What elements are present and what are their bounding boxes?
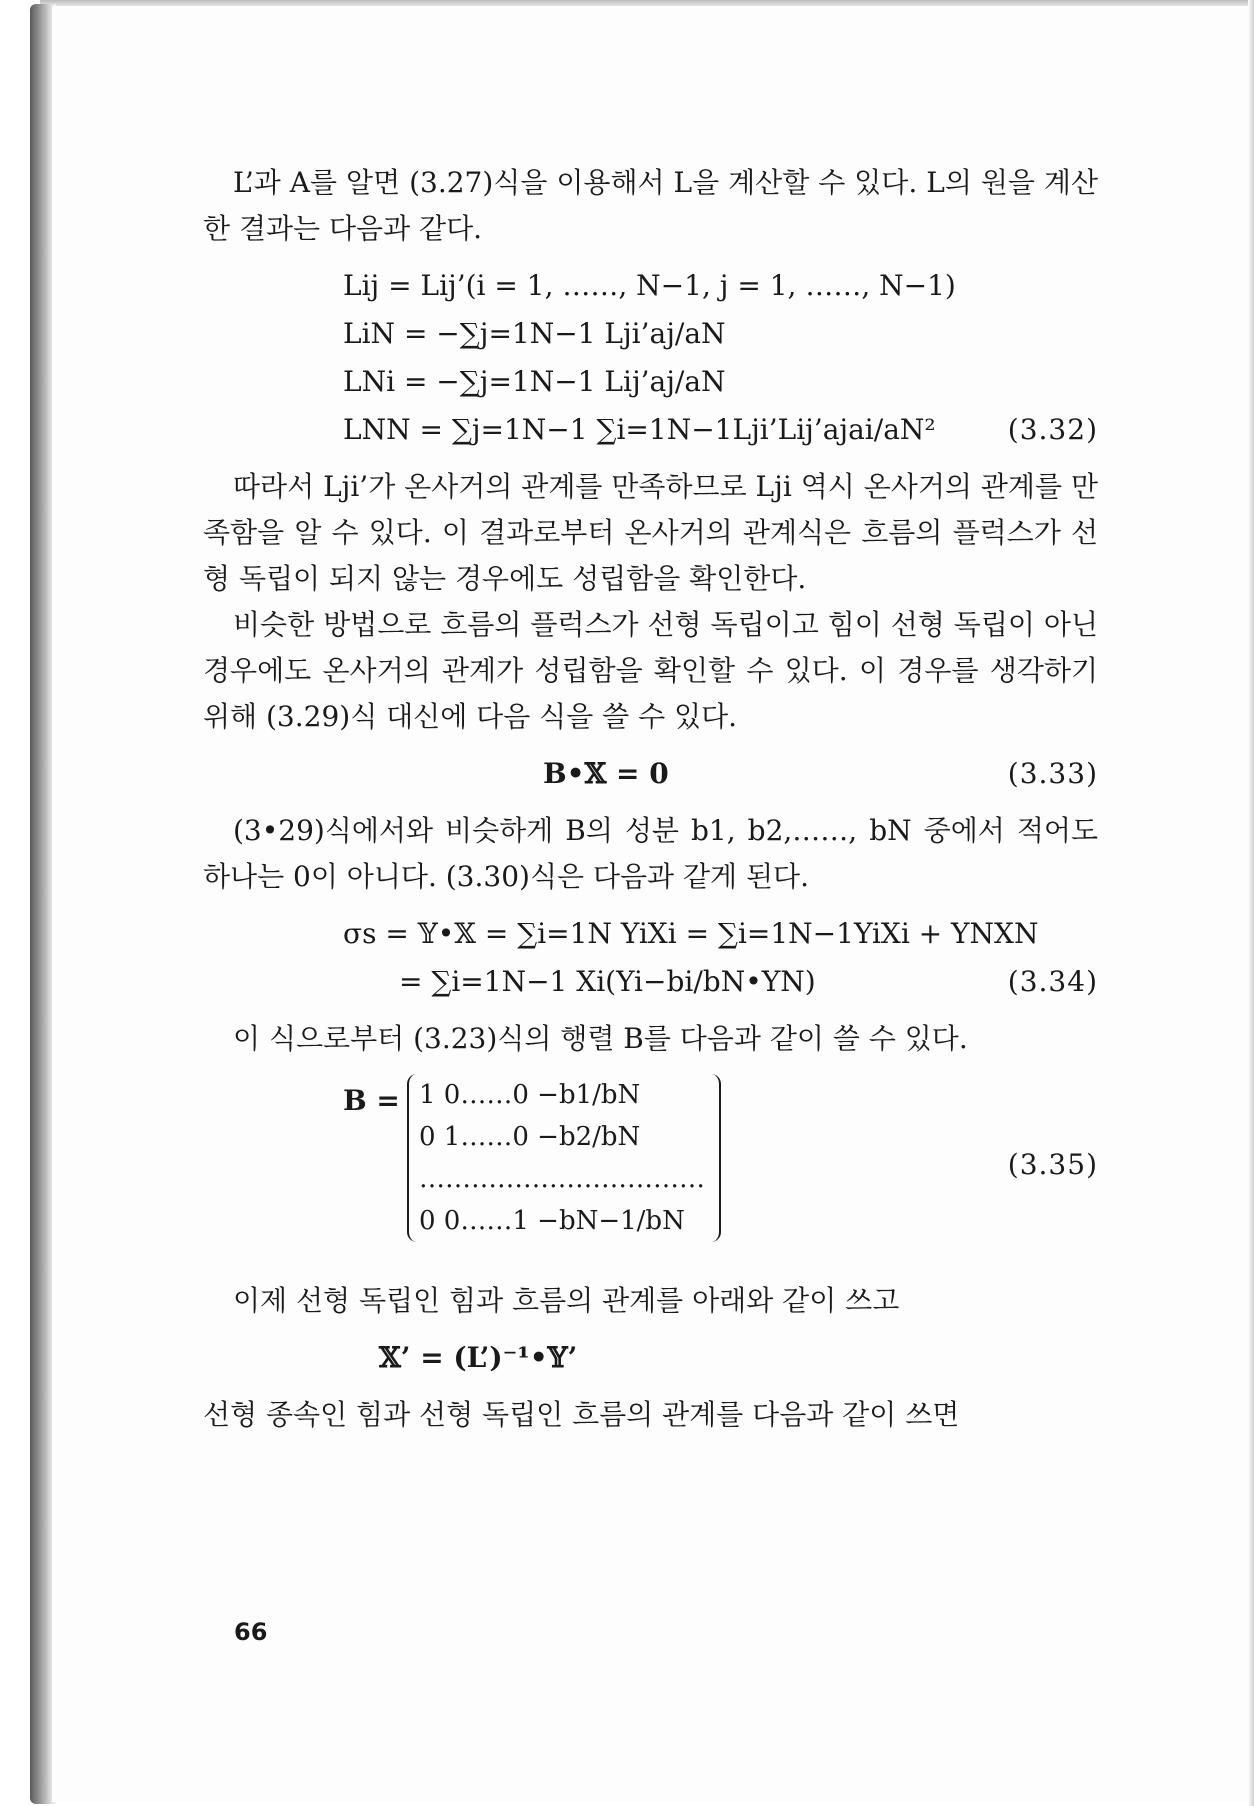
paragraph-5: 이 식으로부터 (3.23)식의 행렬 B를 다음과 같이 쓸 수 있다.	[233, 1022, 968, 1055]
matrix-row-3: ……………………………	[419, 1164, 705, 1194]
page-right-edge	[1248, 0, 1254, 1806]
equation-3-35	[203, 1070, 1098, 1270]
matrix-row-1: 1 0……0 −b1/bN	[419, 1080, 641, 1110]
equation-3-34-line-1: σs = 𝕐•𝕏 = ∑i=1N YiXi = ∑i=1N−1YiXi + YNXN	[343, 917, 1039, 950]
equation-number-3-32: (3.32)	[1007, 413, 1098, 446]
equation-unnumbered-expression: 𝕏’ = (L’)⁻¹•𝕐’	[379, 1341, 578, 1374]
paragraph-3: 비슷한 방법으로 흐름의 플럭스가 선형 독립이고 힘이 선형 독립이 아닌 경우에도 온사거의 관계가 성립함을 확인할 수 있다. 이 경우를 생각하기 위해 (3.29)식 대신에 다음 식을 쓸 수 있다.	[203, 608, 1098, 733]
page-number: 66	[234, 1618, 268, 1646]
matrix-row-4: 0 0……1 −bN−1/bN	[419, 1206, 685, 1236]
equation-3-33	[203, 750, 1098, 798]
equation-3-32-line-4: LNN = ∑j=1N−1 ∑i=1N−1Lji’Lij’ajai/aN²	[343, 413, 936, 446]
equation-3-34-line-2: = ∑i=1N−1 Xi(Yi−bi/bN•YN)	[399, 965, 816, 998]
equation-3-33-expression: B•𝕏 = 0	[543, 757, 669, 790]
equation-3-32-line-3: LNi = −∑j=1N−1 Lij’aj/aN	[343, 365, 726, 398]
paragraph-2: 따라서 Lji’가 온사거의 관계를 만족하므로 Lji 역시 온사거의 관계를 만족함을 알 수 있다. 이 결과로부터 온사거의 관계식은 흐름의 플럭스가 선형 독립이 되지 않는 경우에도 성립함을 확인한다.	[203, 470, 1098, 595]
page-content	[203, 160, 1098, 1438]
matrix-row-2: 0 1……0 −b2/bN	[419, 1122, 641, 1152]
paragraph-1: L’과 A를 알면 (3.27)식을 이용해서 L을 계산할 수 있다. L의 원을 계산한 결과는 다음과 같다.	[203, 166, 1098, 245]
equation-number-3-33: (3.33)	[1007, 757, 1098, 790]
equation-unnumbered	[203, 1334, 1098, 1382]
equation-number-3-34: (3.34)	[1007, 965, 1098, 998]
paragraph-6: 이제 선형 독립인 힘과 흐름의 관계를 아래와 같이 쓰고	[233, 1284, 900, 1317]
paragraph-4: (3•29)식에서와 비슷하게 B의 성분 b1, b2,……, bN 중에서 적어도 하나는 0이 아니다. (3.30)식은 다음과 같게 된다.	[203, 814, 1098, 893]
equation-3-32-line-1: Lij = Lij’(i = 1, ……, N−1, j = 1, ……, N−1)	[343, 269, 956, 302]
equation-3-32-line-2: LiN = −∑j=1N−1 Lji’aj/aN	[343, 317, 726, 350]
equation-3-34	[203, 910, 1098, 1006]
equation-number-3-35: (3.35)	[1007, 1148, 1098, 1181]
matrix-label: B =	[343, 1084, 400, 1117]
equation-3-32	[203, 262, 1098, 454]
matrix-b	[407, 1074, 721, 1242]
paragraph-7: 선형 종속인 힘과 선형 독립인 흐름의 관계를 다음과 같이 쓰면	[203, 1398, 960, 1431]
